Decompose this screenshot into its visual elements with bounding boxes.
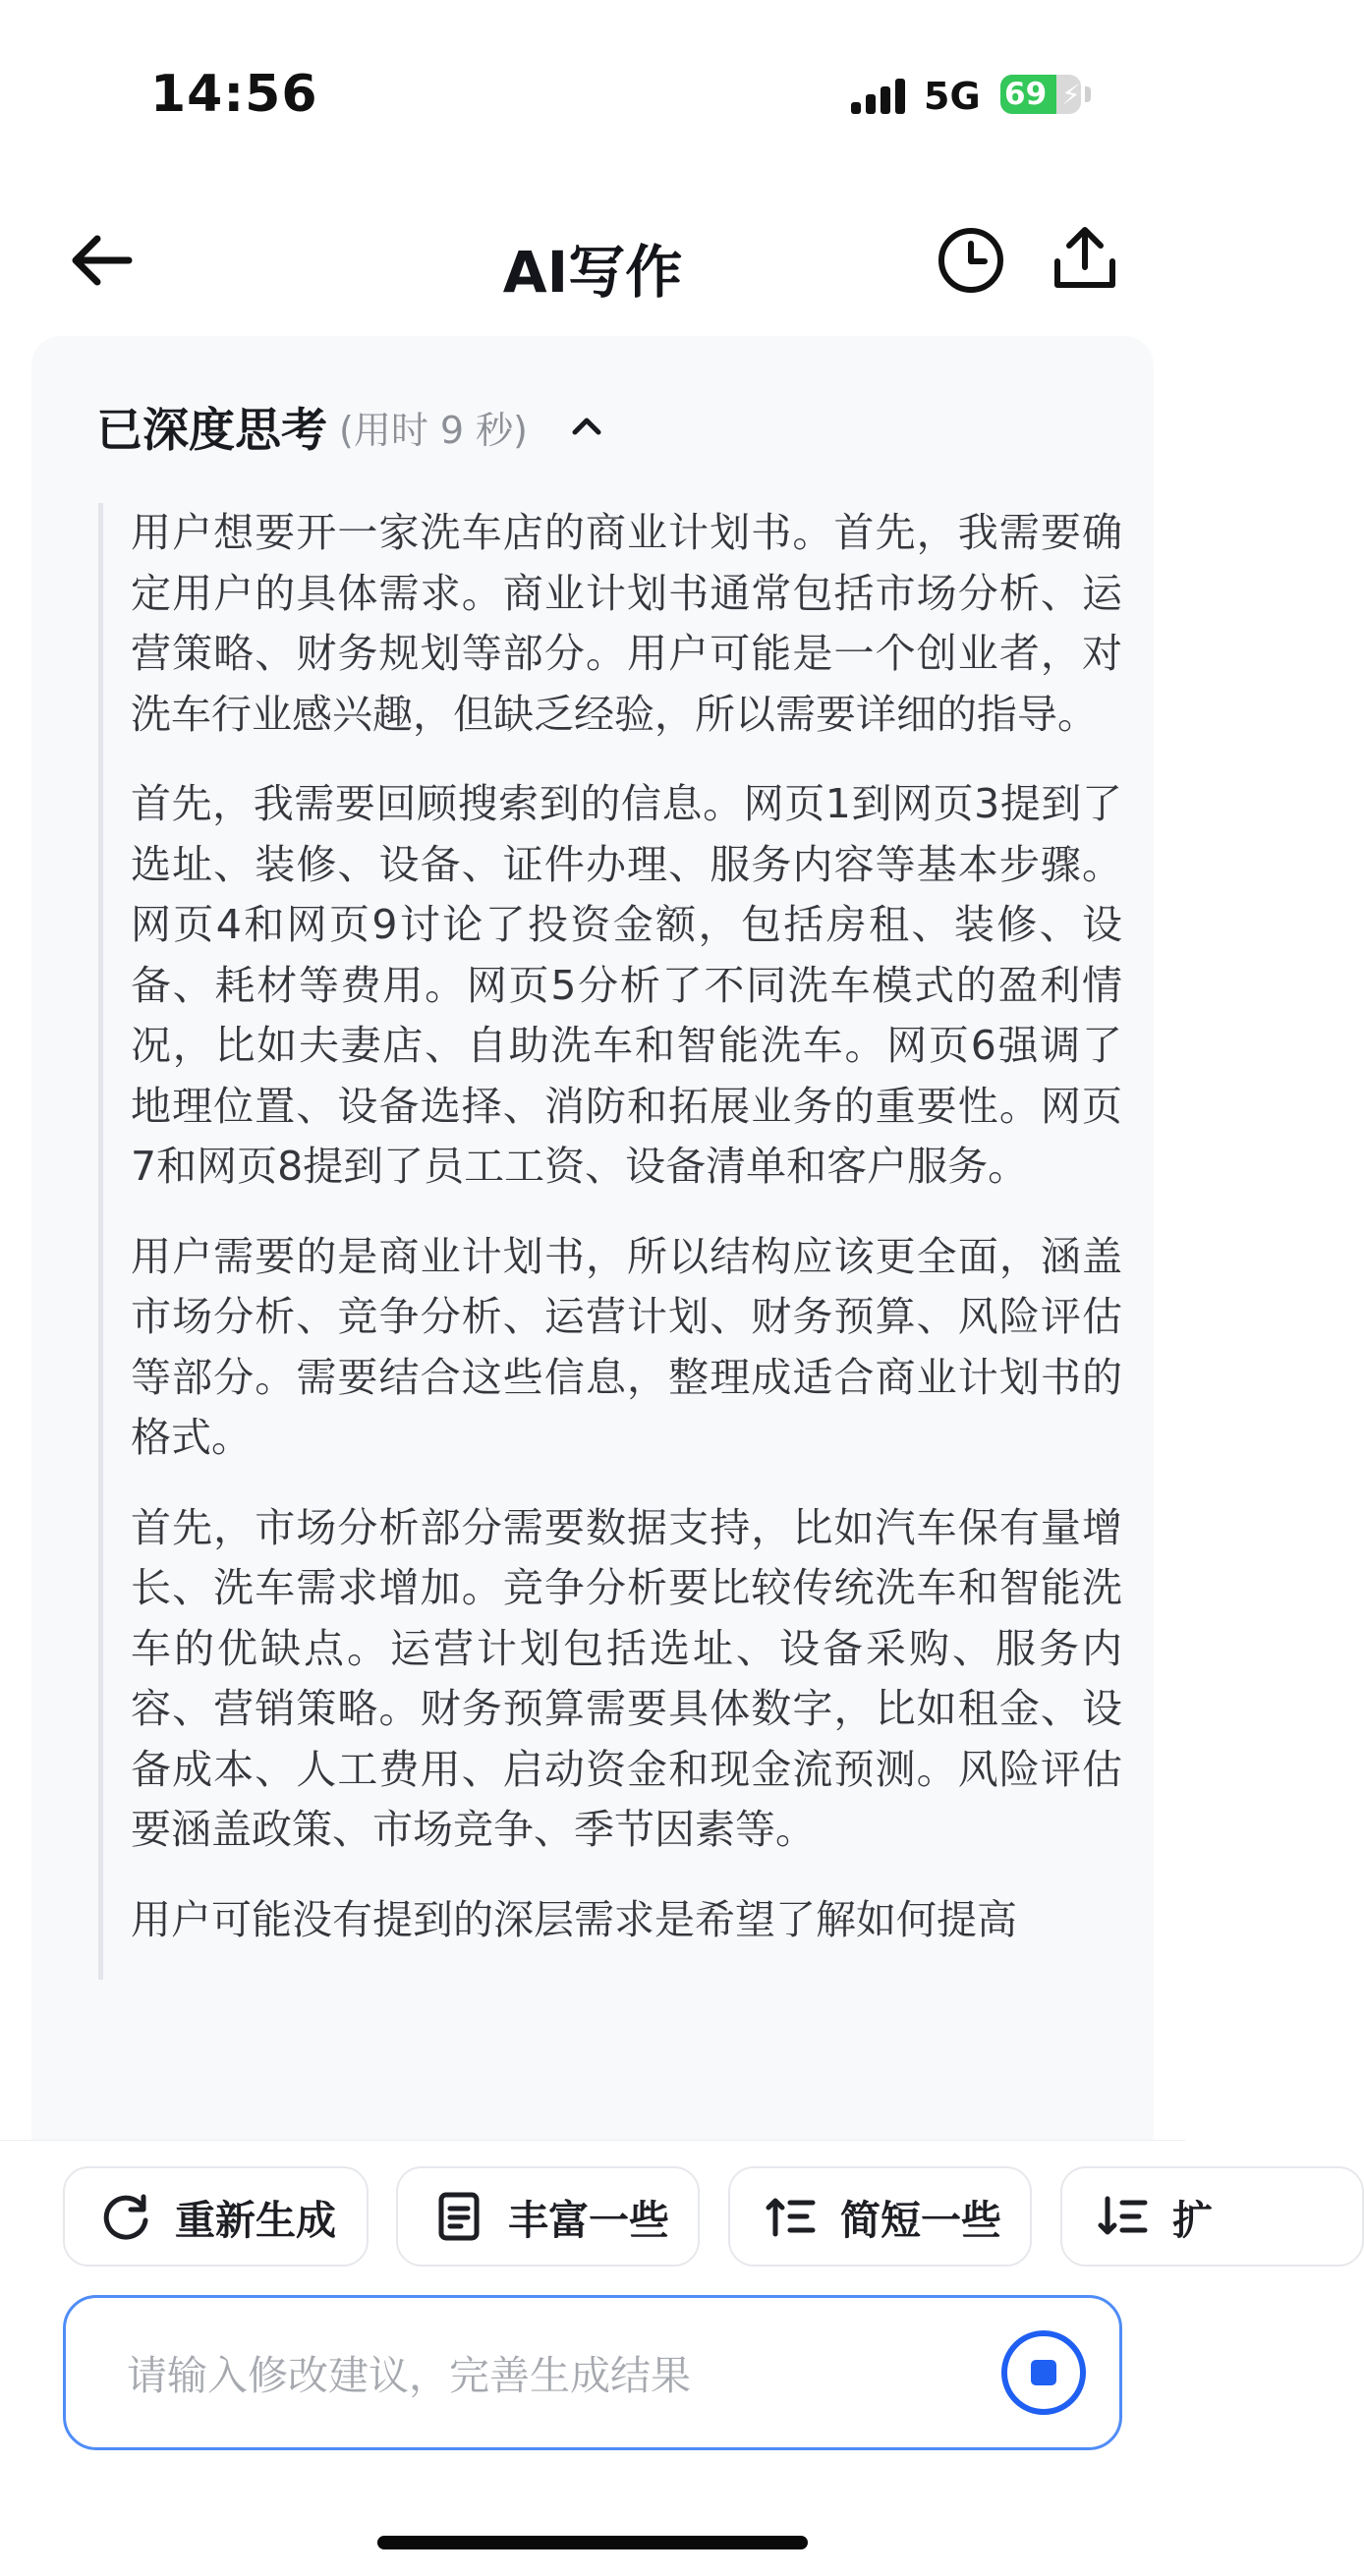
back-arrow-icon [68, 233, 133, 288]
battery-cap [1085, 86, 1091, 102]
chip-label: 重新生成 [175, 2196, 336, 2244]
share-button[interactable] [1048, 221, 1122, 296]
thinking-paragraph: 首先，市场分析部分需要数据支持，比如汽车保有量增长、洗车需求增加。竞争分析要比较传统洗车和智能洗车的优缺点。运营计划包括选址、设备采购、服务内容、营销策略。财务预算需要具体数字，比如租金、设备成本、人工费用、启动资金和现金流预测。风险评估要涵盖政策、市场竞争、季节因素等。 [131, 1503, 1122, 1853]
regenerate-icon [100, 2191, 151, 2242]
battery-percent: 69 [1004, 77, 1048, 112]
battery-icon [1000, 75, 1081, 114]
expand-button[interactable] [1060, 2166, 1364, 2267]
chip-label: 扩 [1172, 2196, 1213, 2244]
status-bar [0, 0, 1185, 177]
document-icon [433, 2191, 484, 2242]
history-button[interactable] [934, 223, 1008, 298]
share-icon [1051, 224, 1118, 293]
thinking-paragraph: 首先，我需要回顾搜索到的信息。网页1到网页3提到了选址、装修、设备、证件办理、服务内容等基本步骤。网页4和网页9讨论了投资金额，包括房租、装修、设备、耗材等费用。网页5分析了不同洗车模式的盈利情况，比如夫妻店、自助洗车和智能洗车。网页6强调了地理位置、设备选择、消防和拓展业务的重要性。网页7和网页8提到了员工工资、设备清单和客户服务。 [131, 780, 1122, 1190]
revision-input[interactable] [127, 2337, 972, 2414]
revision-input-box[interactable] [63, 2295, 1122, 2450]
chevron-up-icon [569, 415, 604, 438]
thinking-title: 已深度思考 [96, 403, 327, 458]
stop-generation-button[interactable] [1001, 2330, 1086, 2415]
suggestion-chips [0, 2166, 1213, 2268]
enrich-button[interactable] [396, 2166, 700, 2267]
expand-icon [1098, 2191, 1149, 2242]
thinking-card [31, 336, 1154, 2203]
chip-label: 丰富一些 [508, 2196, 669, 2244]
back-button[interactable] [61, 226, 140, 295]
nav-bar [0, 196, 1185, 324]
thinking-body [98, 503, 1122, 1980]
history-clock-icon [937, 226, 1005, 295]
collapse-toggle[interactable] [561, 401, 612, 452]
shorten-button[interactable] [728, 2166, 1032, 2267]
home-indicator[interactable] [377, 2536, 808, 2549]
thinking-header[interactable] [96, 395, 612, 458]
shorten-icon [766, 2191, 817, 2242]
stop-icon [1031, 2360, 1056, 2385]
page-title: AI写作 [502, 239, 683, 306]
bottom-panel [0, 2140, 1213, 2576]
thinking-paragraph: 用户想要开一家洗车店的商业计划书。首先，我需要确定用户的具体需求。商业计划书通常包括市场分析、运营策略、财务规划等部分。用户可能是一个创业者，对洗车行业感兴趣，但缺乏经验，所以需要详细的指导。 [131, 509, 1122, 738]
signal-strength-icon [851, 79, 906, 114]
thinking-duration: (用时 9 秒) [339, 408, 528, 452]
thinking-paragraph: 用户需要的是商业计划书，所以结构应该更全面，涵盖市场分析、竞争分析、运营计划、财务预算、风险评估等部分。需要结合这些信息，整理成适合商业计划书的格式。 [131, 1232, 1122, 1461]
status-time: 14:56 [150, 65, 318, 124]
network-type: 5G [924, 75, 981, 118]
charging-bolt-icon: ⚡ [1061, 79, 1081, 111]
regenerate-button[interactable] [63, 2166, 369, 2267]
chip-label: 简短一些 [840, 2196, 1001, 2244]
thinking-paragraph: 用户可能没有提到的深层需求是希望了解如何提高 [131, 1895, 1017, 1943]
